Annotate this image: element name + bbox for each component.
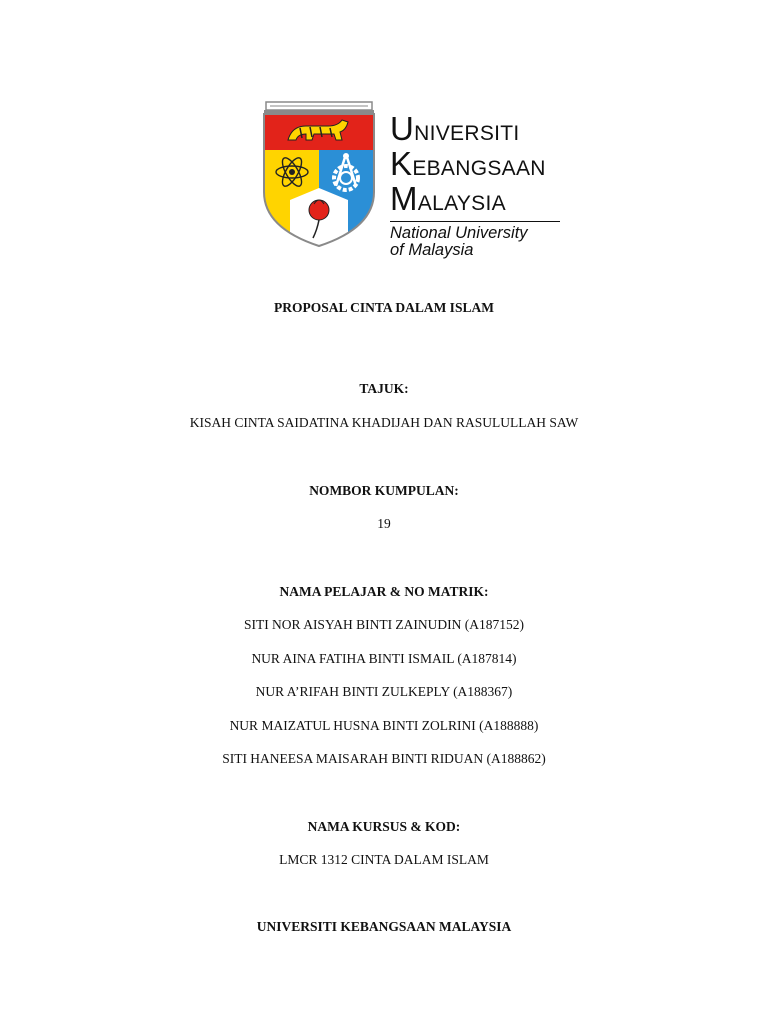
university-name	[390, 110, 560, 259]
student-entry: NUR MAIZATUL HUSNA BINTI ZOLRINI (A188888)	[229, 718, 539, 733]
student-entry: NUR A’RIFAH BINTI ZULKEPLY (A188367)	[255, 684, 513, 699]
document-title: PROPOSAL CINTA DALAM ISLAM	[274, 300, 494, 315]
university-name-rest: NIVERSITI	[414, 122, 520, 145]
student-entry: SITI HANEESA MAISARAH BINTI RIDUAN (A188862)	[222, 751, 546, 766]
ukm-crest-icon	[260, 100, 380, 250]
student-entry: SITI NOR AISYAH BINTI ZAINUDIN (A187152)	[243, 617, 525, 632]
course-heading: NAMA KURSUS & KOD:	[307, 819, 461, 834]
university-name-line: MALAYSIA	[390, 180, 506, 217]
university-name-line: KEBANGSAAN	[390, 145, 546, 182]
course-text: LMCR 1312 CINTA DALAM ISLAM	[279, 852, 489, 867]
group-heading: NOMBOR KUMPULAN:	[309, 483, 459, 498]
footer-university: UNIVERSITI KEBANGSAAN MALAYSIA	[256, 919, 512, 934]
topic-text: KISAH CINTA SAIDATINA KHADIJAH DAN RASULULLAH SAW	[189, 415, 579, 430]
english-name-line-1: National University	[390, 224, 528, 242]
topic-heading: TAJUK:	[359, 381, 409, 396]
university-name-rest: EBANGSAAN	[412, 157, 546, 180]
university-english-name	[390, 221, 560, 259]
university-name-rest: ALAYSIA	[417, 192, 506, 215]
university-logo	[260, 100, 560, 259]
english-name-line-2: of Malaysia	[390, 241, 474, 259]
group-number: 19	[377, 516, 391, 531]
students-heading: NAMA PELAJAR & NO MATRIK:	[279, 584, 489, 599]
student-entry: NUR AINA FATIHA BINTI ISMAIL (A187814)	[251, 651, 517, 666]
university-name-line: UNIVERSITI	[390, 110, 520, 147]
